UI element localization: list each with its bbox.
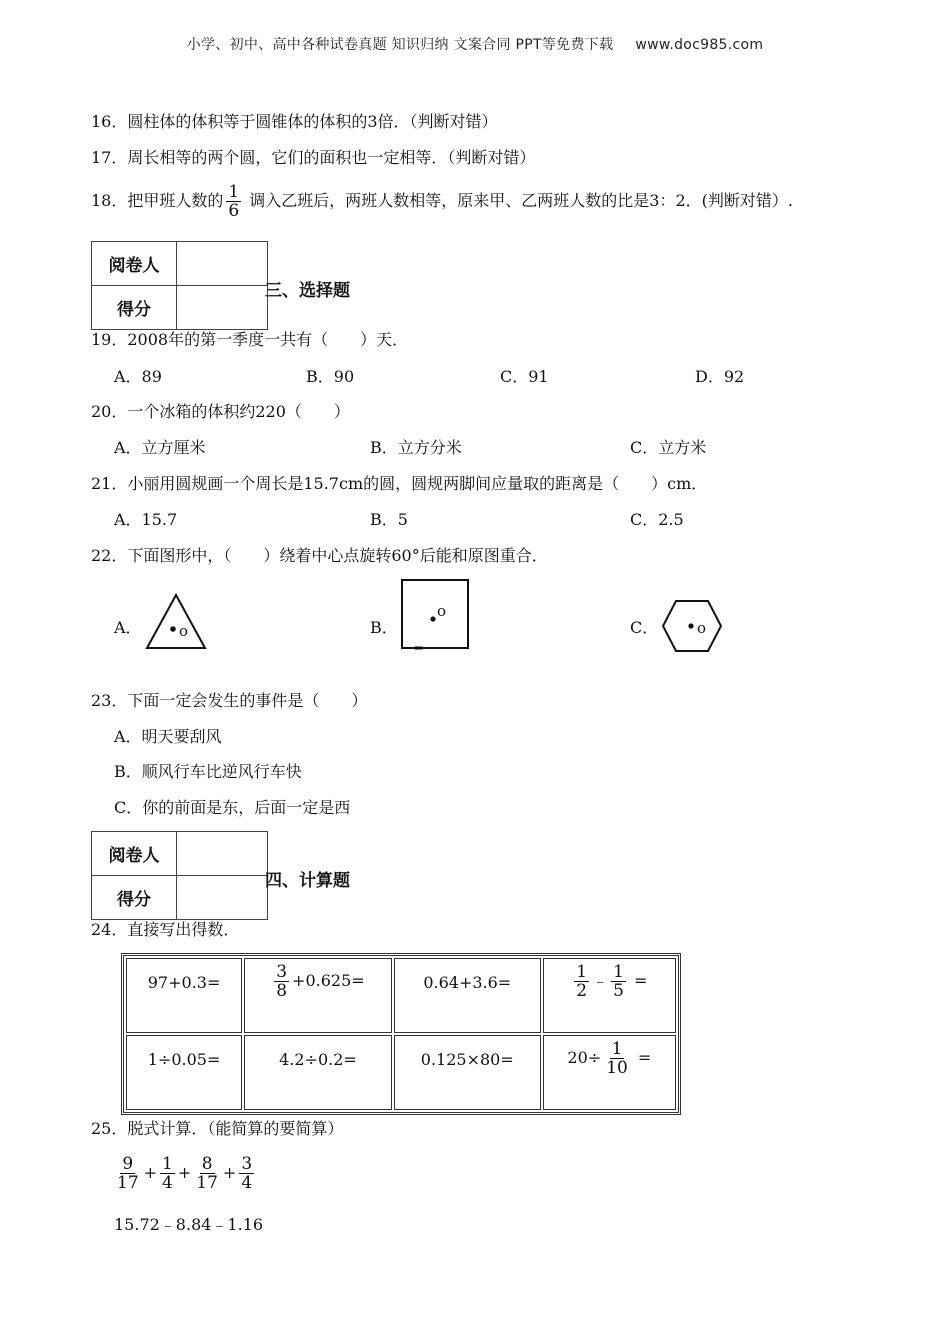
q19-option-b: B．90 [306, 367, 355, 386]
score-blank [177, 876, 268, 920]
q20-option-a: A．立方厘米 [114, 438, 206, 457]
q22-option-b: B． [370, 618, 398, 637]
frac-den: 17 [196, 1173, 218, 1193]
reviewer-blank [177, 242, 268, 286]
q23-option-a: A．明天要刮风 [114, 727, 222, 746]
q20-option-b: B．立方分米 [370, 438, 462, 457]
question-23: 23．下面一定会发生的事件是（ ） [91, 691, 368, 710]
calc-text: 1÷0.05= [147, 1050, 221, 1069]
q19-option-a: A．89 [114, 367, 162, 386]
q18-post: 调入乙班后，两班人数相等，原来甲、乙两班人数的比是3：2．(判断对错）. [249, 191, 793, 210]
expr-fraction [115, 1155, 141, 1192]
header-site[interactable]: www.doc985.com [635, 37, 764, 53]
triangle-center-label: o [179, 622, 189, 640]
frac-num: 1 [611, 1039, 623, 1059]
calc-cell [244, 958, 392, 1033]
calc-text: 0.125×80= [420, 1050, 514, 1069]
expr-fraction [239, 1155, 254, 1192]
calc-text: 0.64+3.6= [423, 973, 512, 992]
question-25: 25．脱式计算．（能简算的要简算） [91, 1119, 344, 1138]
section-3-title: 三、选择题 [265, 281, 350, 301]
calc-cell [394, 958, 541, 1033]
calc-text: 4.2÷0.2= [279, 1050, 357, 1069]
expr-fraction [194, 1155, 220, 1192]
expr-op: + [143, 1163, 158, 1182]
q19-option-c: C．91 [500, 367, 549, 386]
square-center-label: o [437, 602, 447, 620]
q21-option-a: A．15.7 [114, 510, 178, 529]
calc-fraction [274, 963, 289, 1000]
q18-den: 6 [228, 201, 240, 221]
score-label: 得分 [92, 876, 177, 920]
calculation-table [121, 953, 681, 1115]
expr-op: + [177, 1163, 192, 1182]
frac-num: 8 [201, 1154, 213, 1174]
calc-cell [244, 1035, 392, 1110]
frac-num: 1 [162, 1154, 173, 1174]
score-table-3 [91, 241, 268, 330]
header-text: 小学、初中、高中各种试卷真题 知识归纳 文案合同 PPT等免费下载 [186, 37, 614, 53]
q18-fraction [226, 183, 241, 220]
frac-den: 2 [576, 981, 588, 1001]
expr-fraction [160, 1155, 175, 1192]
score-label: 得分 [92, 286, 177, 330]
calc-cell [394, 1035, 541, 1110]
calc-text: +0.625= [292, 971, 365, 990]
triangle-figure [144, 592, 210, 652]
calc-fraction [604, 1040, 630, 1077]
question-18 [91, 183, 793, 220]
section-4-title: 四、计算题 [265, 871, 350, 891]
calc-cell [543, 1035, 676, 1110]
q23-option-b: B．顺风行车比逆风行车快 [114, 762, 302, 781]
q18-num: 1 [228, 182, 240, 202]
frac-num: 3 [276, 962, 288, 982]
frac-num: 1 [613, 962, 624, 982]
calc-text: 97+0.3= [147, 973, 221, 992]
reviewer-blank [177, 832, 268, 876]
calc-cell [126, 958, 242, 1033]
frac-num: 3 [241, 1154, 253, 1174]
question-22: 22．下面图形中，（ ）绕着中心点旋转60°后能和原图重合． [91, 546, 548, 565]
square-figure [400, 578, 472, 652]
hexagon-figure [660, 598, 724, 654]
calc-text: = [634, 971, 648, 990]
calc-fraction [611, 963, 626, 1000]
frac-den: 10 [606, 1058, 628, 1078]
question-20: 20．一个冰箱的体积约220（ ） [91, 402, 350, 421]
calc-text: = [637, 1048, 652, 1067]
q21-option-b: B．5 [370, 510, 408, 529]
q18-pre: 18．把甲班人数的 [91, 191, 224, 210]
q25-expression-1 [112, 1155, 257, 1192]
reviewer-label: 阅卷人 [92, 832, 177, 876]
q23-option-c: C．你的前面是东，后面一定是西 [114, 798, 351, 817]
frac-den: 8 [276, 981, 288, 1001]
question-17: 17．周长相等的两个圆，它们的面积也一定相等．（判断对错） [91, 148, 536, 167]
page-header [0, 34, 950, 54]
question-19: 19．2008年的第一季度一共有（ ）天． [91, 330, 409, 349]
expr-op: + [222, 1163, 237, 1182]
frac-den: 5 [613, 981, 624, 1001]
question-21: 21．小丽用圆规画一个周长是15.7cm的圆，圆规两脚间应量取的距离是（ ）cm． [91, 474, 708, 493]
q25-expression-2: 15.72﹣8.84﹣1.16 [114, 1215, 264, 1234]
frac-den: 4 [162, 1173, 173, 1193]
frac-den: 4 [241, 1173, 253, 1193]
frac-num: 1 [576, 962, 588, 982]
calc-cell [543, 958, 676, 1033]
question-16: 16．圆柱体的体积等于圆锥体的体积的3倍．（判断对错） [91, 112, 498, 131]
calc-cell [126, 1035, 242, 1110]
q20-option-c: C．立方米 [630, 438, 707, 457]
q22-option-a: A． [114, 618, 142, 637]
score-blank [177, 286, 268, 330]
score-table-4 [91, 831, 268, 920]
frac-den: 17 [117, 1173, 139, 1193]
q22-option-c: C． [630, 618, 659, 637]
hexagon-center-label: o [697, 619, 707, 637]
calc-op: ﹣ [592, 971, 609, 990]
question-24: 24．直接写出得数． [91, 920, 240, 939]
q19-option-d: D．92 [695, 367, 745, 386]
frac-num: 9 [122, 1154, 134, 1174]
calc-fraction [574, 963, 589, 1000]
calc-text: 20÷ [567, 1048, 602, 1067]
q21-option-c: C．2.5 [630, 510, 684, 529]
reviewer-label: 阅卷人 [92, 242, 177, 286]
